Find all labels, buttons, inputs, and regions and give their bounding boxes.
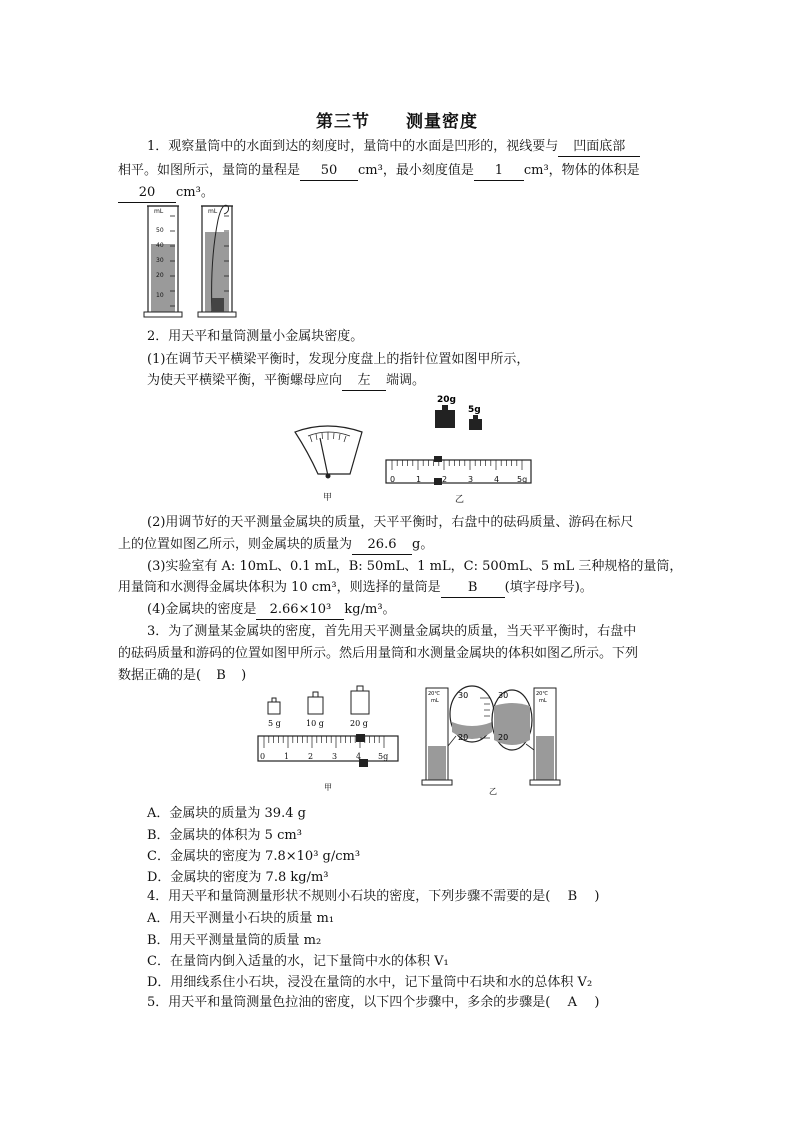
q3-text: 数据正确的是(	[118, 668, 202, 683]
q2-text: (填字母序号)。	[504, 580, 593, 595]
scale-label: mL	[154, 208, 164, 215]
tick-label: 4	[494, 475, 500, 484]
tick-label: 5g	[378, 752, 389, 761]
magnified-label: 30	[458, 691, 469, 700]
weights	[435, 395, 482, 430]
q5-text: 5．用天平和量筒测量色拉油的密度，以下四个步骤中，多余的步骤是(	[147, 995, 551, 1010]
q2-balance-figure	[290, 392, 540, 510]
weight-label: 20 g	[350, 719, 368, 728]
q3-rider-scale	[258, 734, 398, 792]
q4-stem	[147, 888, 599, 906]
q1-answer-1: 凹面底部	[558, 138, 640, 157]
q3-option-d: D．金属块的密度为 7.8 kg/m³	[147, 870, 329, 885]
cylinder-label: 20℃	[428, 691, 440, 697]
tick-label: 5g	[517, 475, 528, 484]
weight-label: 5 g	[268, 719, 281, 728]
tick-label: 1	[284, 752, 290, 761]
q2-text: 为使天平横梁平衡，平衡螺母应向	[147, 373, 343, 388]
scale-label: 50	[156, 227, 164, 234]
q2-part4	[147, 601, 396, 620]
scale-label: 10	[156, 292, 164, 299]
q5-answer: A	[567, 995, 578, 1010]
q1-answer-2: 50	[300, 162, 358, 181]
q1-text: cm³，最小刻度值是	[358, 163, 474, 178]
q3-line1: 3．为了测量某金属块的密度，首先用天平测量金属块的质量，当天平平衡时，右盘中	[147, 624, 637, 639]
q3-figure	[256, 684, 566, 802]
q5-stem	[147, 994, 599, 1012]
q1-answer-3: 1	[474, 162, 524, 181]
q1-text: cm³，物体的体积是	[523, 163, 640, 178]
q5-text: )	[594, 995, 600, 1010]
magnified-label: 20	[458, 733, 469, 742]
q2-part3-line2	[118, 579, 593, 598]
q4-text: 4．用天平和量筒测量形状不规则小石块的密度，下列步骤不需要的是(	[147, 889, 551, 904]
q2-part3-line1: (3)实验室有 A: 10mL、0.1 mL，B: 50mL、1 mL，C: 500mL、5 mL 三种规格的量筒，	[147, 559, 683, 574]
pointer-dial	[295, 426, 362, 503]
q2-text: g。	[412, 537, 434, 552]
scale-label: 40	[156, 242, 164, 249]
q4-option-d: D．用细线系住小石块，浸没在量筒的水中，记下量筒中石块和水的总体积 V₂	[147, 975, 593, 990]
tick-label: 0	[260, 752, 266, 761]
q1-line1	[147, 138, 640, 157]
q3-text: )	[241, 668, 247, 683]
q2-answer-4: 2.66×10³	[256, 601, 344, 620]
q2-part1-line2	[147, 372, 425, 391]
q4-option-b: B．用天平测量量筒的质量 m₂	[147, 933, 322, 948]
q4-text: )	[594, 889, 600, 904]
tick-label: 3	[468, 475, 474, 484]
q3-line3	[118, 667, 246, 685]
q2-answer-1: 左	[342, 372, 386, 391]
cylinder-label: mL	[539, 698, 547, 704]
q4-answer: B	[567, 889, 578, 904]
cylinder-with-object	[198, 205, 236, 317]
tick-label: 2	[442, 475, 448, 484]
page-title: 第三节 测量密度	[316, 112, 478, 132]
q2-answer-2: 26.6	[352, 536, 412, 555]
q2-answer-3: B	[441, 579, 505, 598]
cylinder-label: 20℃	[536, 691, 548, 697]
q2-part2-line2	[118, 536, 433, 555]
tick-label: 1	[416, 475, 422, 484]
q4-option-c: C．在量筒内倒入适量的水，记下量筒中水的体积 V₁	[147, 954, 449, 969]
cylinder-label: mL	[431, 698, 439, 704]
weight-label-5g: 5g	[468, 405, 481, 415]
caption-jia: 甲	[323, 493, 333, 503]
q3-cylinders	[422, 686, 560, 796]
q1-line2	[118, 162, 640, 181]
q2-text: 上的位置如图乙所示，则金属块的质量为	[118, 537, 353, 552]
q3-option-c: C．金属块的密度为 7.8×10³ g/cm³	[147, 849, 361, 864]
cylinder-empty	[144, 206, 182, 317]
caption-jia: 甲	[324, 783, 332, 792]
q2-text: 端调。	[386, 373, 426, 388]
tick-label: 0	[390, 475, 396, 484]
q2-text: kg/m³。	[344, 602, 396, 617]
magnified-label: 20	[498, 733, 509, 742]
q2-part2-line1: (2)用调节好的天平测量金属块的质量，天平平衡时，右盘中的砝码质量、游码在标尺	[147, 515, 634, 530]
q3-weights	[268, 686, 369, 728]
weight-label: 10 g	[306, 719, 324, 728]
q1-answer-4: 20	[118, 184, 176, 203]
q3-option-a: A．金属块的质量为 39.4 g	[147, 806, 306, 821]
tick-label: 4	[356, 752, 362, 761]
weight-label-20g: 20g	[437, 395, 456, 405]
tick-label: 3	[332, 752, 338, 761]
q1-text: cm³。	[176, 185, 214, 200]
scale-label: 30	[156, 257, 164, 264]
scale-label: 20	[156, 272, 164, 279]
magnified-label: 30	[498, 691, 509, 700]
q3-line2: 的砝码质量和游码的位置如图甲所示。然后用量筒和水测量金属块的体积如图乙所示。下列	[118, 646, 639, 661]
tick-label: 2	[308, 752, 314, 761]
q1-text: 1．观察量筒中的水面到达的刻度时，量筒中的水面是凹形的，视线要与	[147, 139, 559, 154]
scale-label: mL	[208, 208, 218, 215]
q2-part1-line1: (1)在调节天平横梁平衡时，发现分度盘上的指针位置如图甲所示，	[147, 352, 530, 367]
q1-cylinder-figure	[142, 200, 242, 318]
q1-text: 相平。如图所示，量筒的量程是	[118, 163, 301, 178]
q2-text: (4)金属块的密度是	[147, 602, 257, 617]
rider-scale	[386, 456, 531, 505]
q3-option-b: B．金属块的体积为 5 cm³	[147, 828, 302, 843]
q2-text: 用量筒和水测得金属块体积为 10 cm³，则选择的量筒是	[118, 580, 441, 595]
q2-stem: 2．用天平和量筒测量小金属块密度。	[147, 329, 364, 344]
q4-option-a: A．用天平测量小石块的质量 m₁	[147, 911, 335, 926]
caption-yi: 乙	[489, 787, 497, 796]
caption-yi: 乙	[455, 495, 465, 505]
q3-answer: B	[216, 668, 226, 683]
